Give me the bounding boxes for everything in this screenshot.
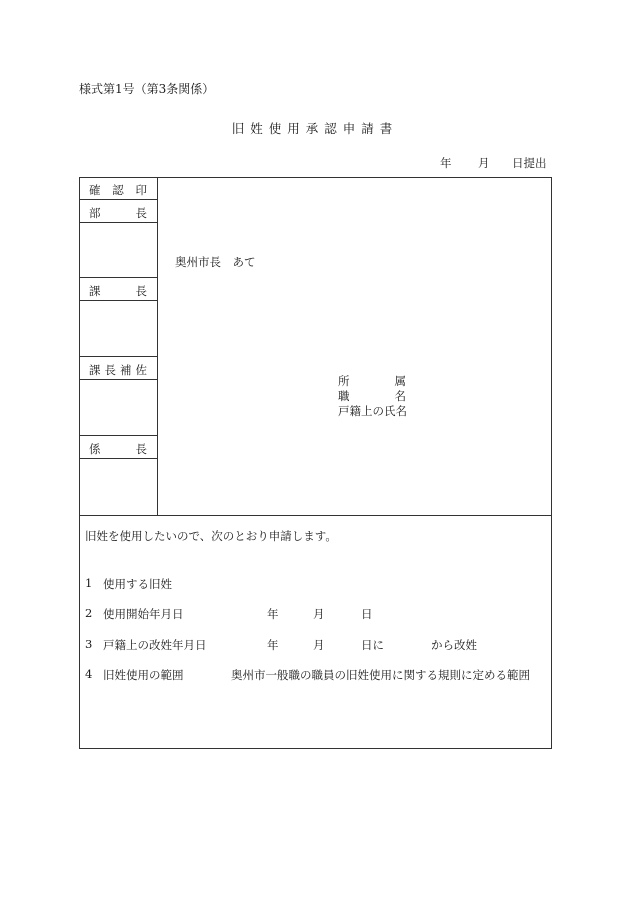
item-number: 4 [85,667,93,681]
approval-header-char: 確 [89,183,101,197]
affiliation-label [338,374,406,389]
month-label: 月 [313,638,325,652]
divider [80,199,157,200]
approval-label-kacho [80,283,157,299]
label-char: 長 [135,442,147,456]
label-char: 所 [338,374,350,388]
approval-label-kacho-hosa [80,362,157,378]
date-year-label: 年 [440,156,452,170]
approval-header-char: 認 [112,183,124,197]
label-char: 補 [120,363,132,377]
item-label: 旧姓使用の範囲 [103,668,184,682]
item-number: 1 [85,576,93,590]
position-label [338,389,406,404]
day-label: 日に [361,638,384,652]
section-divider [80,515,551,516]
day-label: 日 [361,607,373,621]
request-statement: 旧姓を使用したいので、次のとおり申請します。 [85,529,337,543]
divider [80,379,157,380]
form-number-label: 様式第1号（第3条関係） [79,82,215,96]
label-char: 属 [394,374,406,388]
item-label: 戸籍上の改姓年月日 [103,638,207,652]
label-char: 職 [338,389,350,403]
year-label: 年 [267,607,279,621]
name-change-suffix: から改姓 [431,638,477,652]
date-day-submitted-label: 日提出 [512,156,547,170]
label-char: 佐 [135,363,147,377]
label-char: 課 [89,284,101,298]
label-char: 長 [135,206,147,220]
usage-range: 奥州市一般職の職員の旧姓使用に関する規則に定める範囲 [231,668,530,682]
month-label: 月 [313,607,325,621]
label-char: 部 [89,206,101,220]
divider [80,356,157,357]
applicant-block [338,374,407,419]
date-month-label: 月 [478,156,490,170]
item-number: 2 [85,606,93,620]
approval-label-kakaricho [80,441,157,457]
year-label: 年 [267,638,279,652]
item-label: 使用開始年月日 [103,607,184,621]
label-char: 課 [89,363,101,377]
application-form-frame [79,177,552,749]
label-char: 長 [135,284,147,298]
item-label: 使用する旧姓 [103,577,172,591]
divider [80,222,157,223]
approval-header [80,182,157,198]
approval-header-char: 印 [135,183,147,197]
divider [80,277,157,278]
form-title: 旧姓使用承認申請書 [231,121,399,136]
label-char: 係 [89,442,101,456]
item-number: 3 [85,637,93,651]
registered-name-label: 戸籍上の氏名 [338,404,407,418]
divider [80,300,157,301]
label-char: 名 [394,389,406,403]
approval-stamp-column [80,178,158,515]
divider [80,435,157,436]
label-char: 長 [104,363,116,377]
approval-label-bucho [80,205,157,221]
divider [80,458,157,459]
addressee: 奥州市長 あて [175,255,256,269]
